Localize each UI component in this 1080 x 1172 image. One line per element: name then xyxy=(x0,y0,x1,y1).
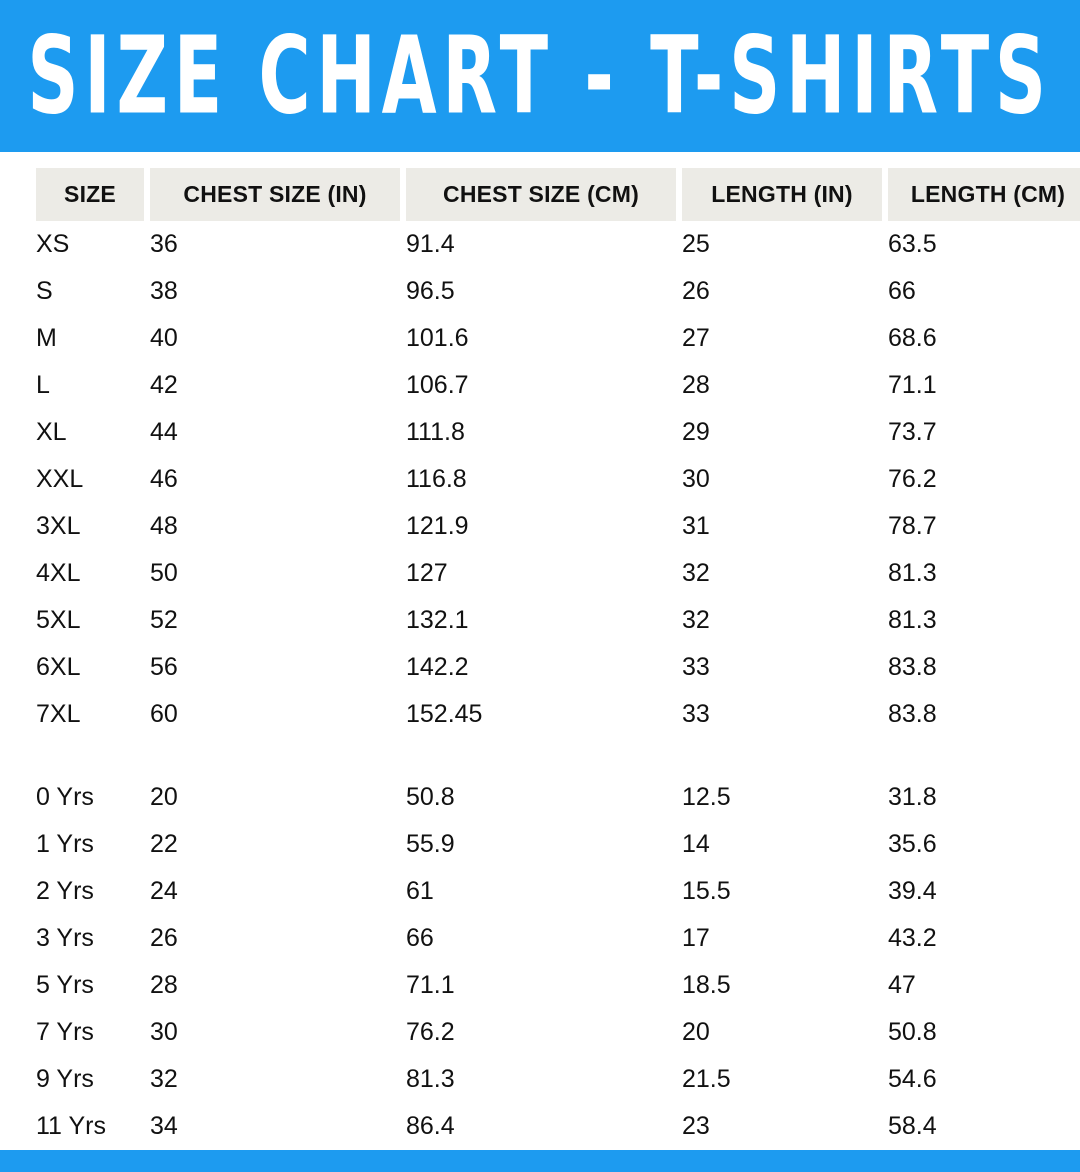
table-row xyxy=(36,1103,1080,1150)
cell-chest-cm: 106.7 xyxy=(406,371,469,399)
cell-length-in: 12.5 xyxy=(682,783,731,811)
footer-bar xyxy=(0,1150,1080,1172)
cell-length-in: 29 xyxy=(682,418,710,446)
cell-chest-cm: 61 xyxy=(406,877,434,905)
size-table xyxy=(30,168,1080,1150)
table-body-kids xyxy=(36,774,1080,1150)
cell-chest-cm: 101.6 xyxy=(406,324,469,352)
cell-chest-cm: 121.9 xyxy=(406,512,469,540)
cell-size: XXL xyxy=(36,465,84,493)
cell-length-cm: 50.8 xyxy=(888,1018,937,1046)
table-header xyxy=(36,168,1080,221)
cell-size: 11 Yrs xyxy=(36,1112,106,1140)
cell-length-cm: 83.8 xyxy=(888,700,937,728)
cell-length-cm: 78.7 xyxy=(888,512,937,540)
table-row xyxy=(36,644,1080,691)
cell-size: 0 Yrs xyxy=(36,783,94,811)
cell-length-in: 31 xyxy=(682,512,710,540)
cell-size: 2 Yrs xyxy=(36,877,94,905)
cell-chest-in: 50 xyxy=(150,559,178,587)
cell-length-cm: 47 xyxy=(888,971,916,999)
table-row xyxy=(36,550,1080,597)
column-header-size: SIZE xyxy=(36,168,144,221)
table-body-adult xyxy=(36,221,1080,774)
column-header-length-cm: LENGTH (CM) xyxy=(888,168,1080,221)
cell-size: 1 Yrs xyxy=(36,830,94,858)
cell-length-cm: 83.8 xyxy=(888,653,937,681)
section-spacer xyxy=(36,738,1080,774)
cell-length-in: 20 xyxy=(682,1018,710,1046)
cell-length-in: 15.5 xyxy=(682,877,731,905)
cell-length-cm: 63.5 xyxy=(888,230,937,258)
cell-length-cm: 54.6 xyxy=(888,1065,937,1093)
column-header-chest-cm: CHEST SIZE (CM) xyxy=(406,168,676,221)
cell-length-cm: 81.3 xyxy=(888,606,937,634)
column-header-length-in: LENGTH (IN) xyxy=(682,168,882,221)
cell-length-in: 27 xyxy=(682,324,710,352)
cell-length-cm: 31.8 xyxy=(888,783,937,811)
cell-length-cm: 76.2 xyxy=(888,465,937,493)
cell-length-in: 32 xyxy=(682,606,710,634)
cell-chest-in: 60 xyxy=(150,700,178,728)
size-table-container xyxy=(0,152,1080,1150)
table-row xyxy=(36,221,1080,268)
cell-length-in: 18.5 xyxy=(682,971,731,999)
cell-size: 3XL xyxy=(36,512,81,540)
cell-chest-in: 28 xyxy=(150,971,178,999)
cell-size: 7 Yrs xyxy=(36,1018,94,1046)
cell-length-in: 21.5 xyxy=(682,1065,731,1093)
table-row xyxy=(36,868,1080,915)
cell-chest-cm: 66 xyxy=(406,924,434,952)
cell-length-in: 30 xyxy=(682,465,710,493)
cell-chest-in: 52 xyxy=(150,606,178,634)
cell-size: M xyxy=(36,324,57,352)
cell-chest-in: 30 xyxy=(150,1018,178,1046)
cell-chest-cm: 55.9 xyxy=(406,830,455,858)
cell-length-cm: 73.7 xyxy=(888,418,937,446)
cell-size: 4XL xyxy=(36,559,81,587)
cell-length-cm: 71.1 xyxy=(888,371,937,399)
cell-length-cm: 68.6 xyxy=(888,324,937,352)
cell-length-in: 25 xyxy=(682,230,710,258)
cell-chest-in: 46 xyxy=(150,465,178,493)
table-row xyxy=(36,774,1080,821)
cell-chest-cm: 132.1 xyxy=(406,606,469,634)
cell-size: XS xyxy=(36,230,70,258)
cell-chest-cm: 81.3 xyxy=(406,1065,455,1093)
cell-chest-cm: 91.4 xyxy=(406,230,455,258)
page-title: SIZE CHART - T-SHIRTS xyxy=(27,13,1053,139)
table-row xyxy=(36,268,1080,315)
cell-length-in: 14 xyxy=(682,830,710,858)
cell-chest-in: 42 xyxy=(150,371,178,399)
cell-chest-in: 36 xyxy=(150,230,178,258)
cell-length-in: 26 xyxy=(682,277,710,305)
cell-chest-in: 40 xyxy=(150,324,178,352)
cell-length-in: 28 xyxy=(682,371,710,399)
column-header-chest-in: CHEST SIZE (IN) xyxy=(150,168,400,221)
cell-size: 5 Yrs xyxy=(36,971,94,999)
cell-length-in: 33 xyxy=(682,700,710,728)
cell-chest-cm: 142.2 xyxy=(406,653,469,681)
cell-chest-cm: 111.8 xyxy=(406,418,465,446)
cell-size: 9 Yrs xyxy=(36,1065,94,1093)
cell-chest-cm: 86.4 xyxy=(406,1112,455,1140)
cell-length-in: 23 xyxy=(682,1112,710,1140)
cell-chest-cm: 152.45 xyxy=(406,700,483,728)
cell-length-cm: 39.4 xyxy=(888,877,937,905)
cell-length-cm: 35.6 xyxy=(888,830,937,858)
table-row xyxy=(36,409,1080,456)
table-row xyxy=(36,315,1080,362)
table-row xyxy=(36,503,1080,550)
cell-chest-cm: 71.1 xyxy=(406,971,455,999)
table-header-row xyxy=(36,168,1080,221)
cell-size: 7XL xyxy=(36,700,81,728)
cell-chest-cm: 116.8 xyxy=(406,465,467,493)
cell-length-in: 33 xyxy=(682,653,710,681)
cell-size: 6XL xyxy=(36,653,81,681)
cell-chest-in: 56 xyxy=(150,653,178,681)
cell-chest-in: 22 xyxy=(150,830,178,858)
cell-chest-in: 38 xyxy=(150,277,178,305)
cell-length-in: 17 xyxy=(682,924,710,952)
cell-length-in: 32 xyxy=(682,559,710,587)
cell-chest-in: 32 xyxy=(150,1065,178,1093)
cell-size: S xyxy=(36,277,53,305)
cell-size: 3 Yrs xyxy=(36,924,94,952)
cell-length-cm: 66 xyxy=(888,277,916,305)
cell-chest-cm: 76.2 xyxy=(406,1018,455,1046)
table-row xyxy=(36,962,1080,1009)
cell-size: XL xyxy=(36,418,67,446)
table-row xyxy=(36,691,1080,738)
table-row xyxy=(36,456,1080,503)
table-row xyxy=(36,821,1080,868)
cell-size: 5XL xyxy=(36,606,81,634)
cell-chest-in: 26 xyxy=(150,924,178,952)
table-row xyxy=(36,915,1080,962)
cell-length-cm: 58.4 xyxy=(888,1112,937,1140)
cell-length-cm: 43.2 xyxy=(888,924,937,952)
cell-chest-in: 20 xyxy=(150,783,178,811)
cell-chest-in: 44 xyxy=(150,418,178,446)
cell-chest-cm: 127 xyxy=(406,559,448,587)
cell-chest-in: 34 xyxy=(150,1112,178,1140)
cell-length-cm: 81.3 xyxy=(888,559,937,587)
cell-chest-cm: 50.8 xyxy=(406,783,455,811)
cell-chest-in: 24 xyxy=(150,877,178,905)
table-row xyxy=(36,362,1080,409)
header-banner xyxy=(0,0,1080,152)
table-row xyxy=(36,597,1080,644)
cell-chest-cm: 96.5 xyxy=(406,277,455,305)
table-row xyxy=(36,1009,1080,1056)
cell-size: L xyxy=(36,371,50,399)
cell-chest-in: 48 xyxy=(150,512,178,540)
